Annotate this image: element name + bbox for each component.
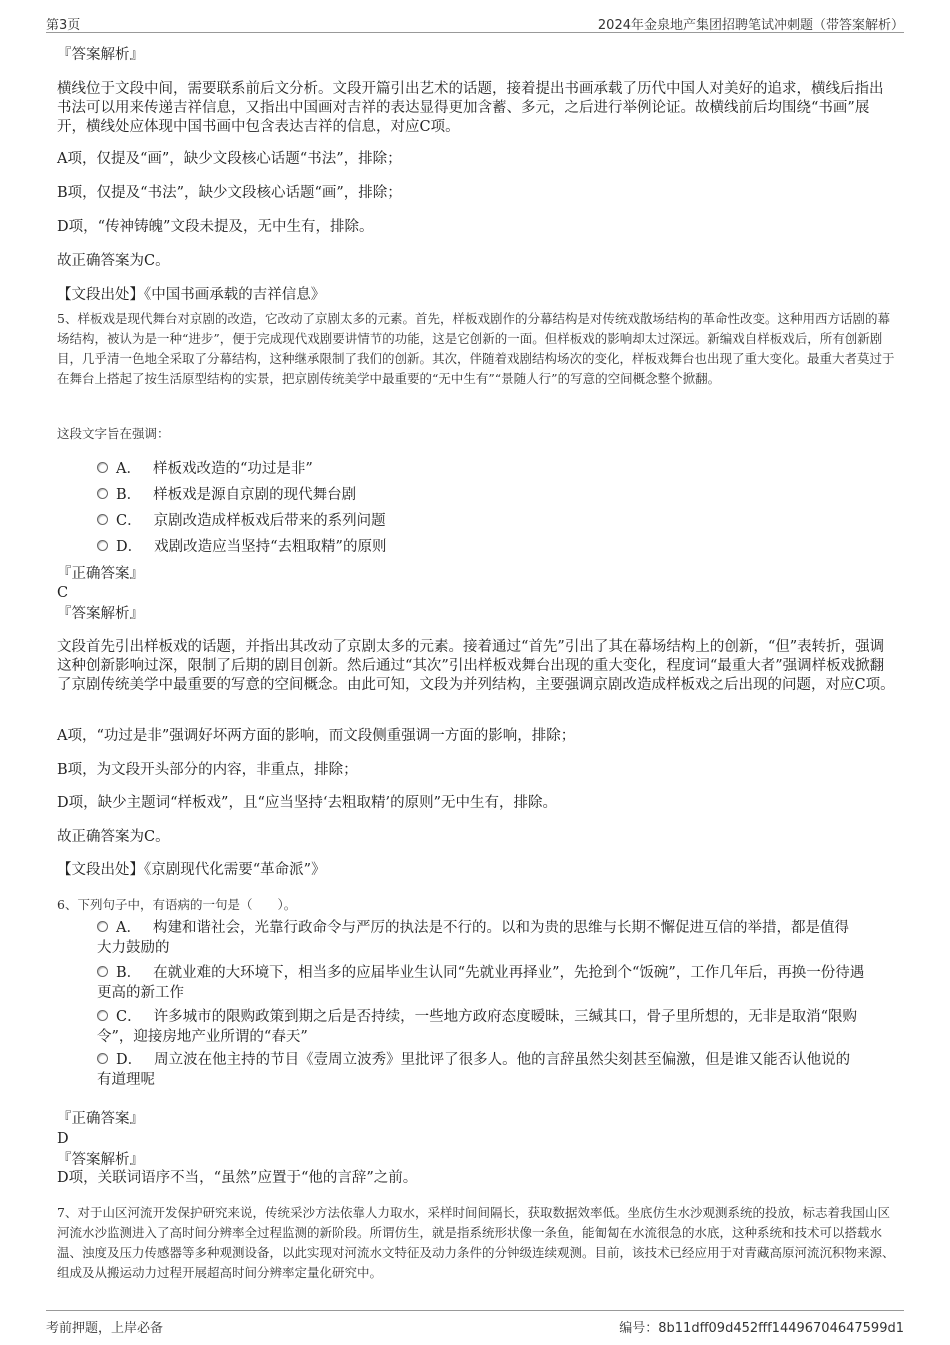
q4-analysis-label: 『答案解析』 [57, 47, 144, 63]
q5-question: 这段文字旨在强调： [57, 426, 170, 441]
radio-icon[interactable] [97, 540, 108, 551]
q5-option-d[interactable]: D． 戏剧改造应当坚持“去粗取精”的原则 [97, 537, 887, 557]
radio-icon[interactable] [97, 514, 108, 525]
q5-option-b-note: B项，为文段开头部分的内容，非重点，排除； [57, 762, 358, 778]
q6-analysis: D项，关联词语序不当，“虽然”应置于“他的言辞”之前。 [57, 1170, 418, 1186]
footer-slogan: 考前押题，上岸必备 [46, 1321, 164, 1336]
q6-option-c[interactable]: C． 许多城市的限购政策到期之后是否持续，一些地方政府态度暧昧，三缄其口，骨子里所想的，无非是取消“限购 令”，迎接房地产业所谓的“春天” [97, 1009, 858, 1045]
q5-answer: C [57, 585, 69, 601]
q5-option-a-note: A项，“功过是非”强调好坏两方面的影响，而文段侧重强调一方面的影响，排除； [57, 728, 576, 744]
q5-conclusion: 故正确答案为C。 [57, 829, 170, 845]
q5-option-a[interactable]: A． 样板戏改造的“功过是非” [97, 459, 887, 479]
q6-answer: D [57, 1131, 69, 1147]
radio-icon[interactable] [97, 921, 108, 932]
q6-stem: 6、下列句子中，有语病的一句是（ ）。 [57, 897, 297, 912]
radio-icon[interactable] [97, 966, 108, 977]
q4-conclusion: 故正确答案为C。 [57, 253, 170, 269]
q7-stem: 7、对于山区河流开发保护研究来说，传统采沙方法依靠人力取水，采样时间间隔长，获取数据效率低。坐底仿生水沙观测系统的投放，标志着我国山区河流水沙监测进入了高时间分辨率全过程监测的新阶段。所谓仿生，就是指系统形状像一条鱼，能匍匐在水流很急的水底，这种系统和技术可以搭载水温、浊度及压力传感器等多种观测设备，以此实现对河流水文特征及动力条件的分钟级连续观测。目前，该技术已经应用于对青藏高原河流沉积物来源、组成及从搬运动力过程开展超高时间分辨率定量化研究中。 [57, 1205, 895, 1280]
q6-analysis-label: 『答案解析』 [57, 1152, 144, 1168]
q5-analysis: 文段首先引出样板戏的话题，并指出其改动了京剧太多的元素。接着通过“首先”引出了其在幕场结构上的创新，“但”表转折，强调这种创新影响过深，限制了后期的剧目创新。然后通过“其次”引出样板戏舞台出现的重大变化，程度词“最重大者”强调样板戏掀翻了京剧传统美学中最重要的写意的空间概念。由此可知，文段为并列结构，主要强调京剧改造成样板戏之后出现的问题，对应C项。 [57, 639, 895, 693]
radio-icon[interactable] [97, 488, 108, 499]
q5-option-d-note: D项，缺少主题词“样板戏”，且“应当坚持‘去粗取精’的原则”无中生有，排除。 [57, 795, 557, 811]
q5-analysis-label: 『答案解析』 [57, 606, 144, 622]
radio-icon[interactable] [97, 1053, 108, 1064]
q5-option-b[interactable]: B． 样板戏是源自京剧的现代舞台剧 [97, 485, 887, 505]
q5-answer-label: 『正确答案』 [57, 566, 144, 582]
page-header [46, 12, 904, 33]
q5-option-c[interactable]: C． 京剧改造成样板戏后带来的系列问题 [97, 511, 887, 531]
q6-option-a[interactable]: A． 构建和谐社会，光靠行政命令与严厉的执法是不行的。以和为贵的思维与长期不懈促进互信的举措，都是值得 大力鼓励的 [97, 920, 849, 956]
q6-option-d[interactable]: D． 周立波在他主持的节目《壹周立波秀》里批评了很多人。他的言辞虽然尖刻甚至偏激，但是谁又能否认他说的 有道理呢 [97, 1052, 851, 1088]
page-footer [46, 1310, 904, 1337]
document-title: 2024年金泉地产集团招聘笔试冲刺题（带答案解析） [597, 18, 904, 33]
q4-source: 【文段出处】《中国书画承载的吉祥信息》 [57, 287, 326, 303]
q6-answer-label: 『正确答案』 [57, 1111, 144, 1127]
q5-stem: 5、样板戏是现代舞台对京剧的改造，它改动了京剧太多的元素。首先，样板戏剧作的分幕结构是对传统戏散场结构的革命性改变。这种用西方话剧的幕场结构，被认为是一种“进步”，便于完成现代戏剧要讲情节的功能，这是它创新的一面。但样板戏的影响却太过深远。新编戏自样板戏后，所有创新剧目，几乎清一色地全采取了分幕结构，这种继承限制了我们的创新。其次，伴随着戏剧结构场次的变化，样板戏舞台也出现了重大变化。最重大者莫过于在舞台上搭起了按生活原型结构的实景，把京剧传统美学中最重要的“无中生有”“景随人行”的写意的空间概念整个掀翻。 [57, 311, 895, 386]
q4-analysis: 横线位于文段中间，需要联系前后文分析。文段开篇引出艺术的话题，接着提出书画承载了历代中国人对美好的追求，横线后指出书法可以用来传递吉祥信息，又指出中国画对吉祥的表达显得更加含蓄、多元，之后进行举例论证。故横线前后均围绕“书画”展开，横线处应体现中国书画中包含表达吉祥的信息，对应C项。 [57, 81, 884, 135]
page-number: 第3页 [46, 18, 81, 33]
q4-option-a-note: A项，仅提及“画”，缺少文段核心话题“书法”，排除； [57, 151, 402, 167]
q4-option-d-note: D项，“传神铸魄”文段未提及，无中生有，排除。 [57, 219, 374, 235]
radio-icon[interactable] [97, 1010, 108, 1021]
radio-icon[interactable] [97, 462, 108, 473]
q5-source: 【文段出处】《京剧现代化需要“革命派”》 [57, 862, 326, 878]
q6-option-b[interactable]: B． 在就业难的大环境下，相当多的应届毕业生认同“先就业再择业”，先抢到个“饭碗”，工作几年后，再换一份待遇 更高的新工作 [97, 965, 865, 1001]
q4-option-b-note: B项，仅提及“书法”，缺少文段核心话题“画”，排除； [57, 185, 402, 201]
document-id: 编号：8b11dff09d452fff14496704647599d1 [619, 1321, 904, 1336]
